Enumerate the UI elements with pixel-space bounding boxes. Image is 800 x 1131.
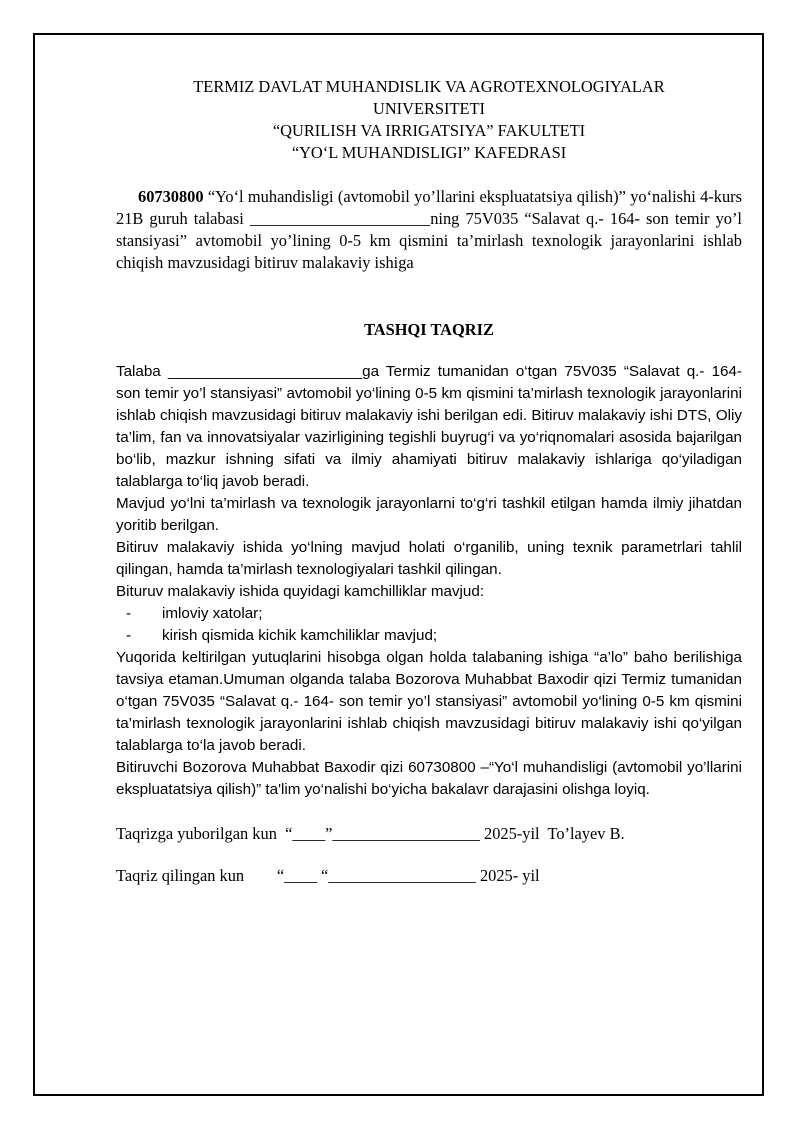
intro-paragraph	[116, 186, 742, 274]
list-dash: -	[126, 605, 132, 622]
header-department: “YO‘L MUHANDISLIGI” KAFEDRASI	[291, 143, 567, 162]
shortcomings-list	[116, 603, 742, 647]
review-paragraph-5: Yuqorida keltirilgan yutuqlarini hisobga olgan holda talabaning ishiga “a’lo” baho berilishiga tavsiya etaman.Umuman olganda talaba Bozorova Muhabbat Baxodir qizi Termiz tumanidan o‘tgan 75V035 “Salavat q.- 164- son temir yo’l stansiyasi” avtomobil yo‘lining 0-5 km qismini ta’mirlash texnologik jarayonlarini ishlab chiqish mavzusidagi bitiruv malakaviy ishi qo‘yilgan talablarga to‘la javob beradi.	[116, 649, 742, 754]
review-body	[116, 361, 742, 801]
header-university-line1: TERMIZ DAVLAT MUHANDISLIK VA AGROTEXNOLOGIYALAR	[193, 77, 665, 96]
list-item	[116, 625, 742, 647]
reviewed-date-line: Taqriz qilingan kun “____ “__________________ 2025- yil	[116, 866, 540, 885]
document-header	[116, 76, 742, 164]
review-paragraph-6: Bitiruvchi Bozorova Muhabbat Baxodir qizi 60730800 –“Yo‘l muhandisligi (avtomobil yo’llarini ekspluatatsiya qilish)” ta'lim yo‘nalishi bo‘yicha bakalavr darajasini olishga loyiq.	[116, 759, 742, 798]
intro-code: 60730800	[138, 187, 204, 206]
sent-date-line: Taqrizga yuborilgan kun “____”__________________ 2025-yil To’layev B.	[116, 824, 625, 843]
intro-text: “Yo‘l muhandisligi (avtomobil yo’llarini ekspluatatsiya qilish)” yo‘nalishi 4-kurs 21B guruh talabasi ______________________ning 75V035 “Salavat q.- 164- son temir yo’l stansiyasi” avtomobil yo’lining 0-5 km qismini ta’mirlash texnologik jarayonlarini ishlab chiqish mavzusidagi bitiruv malakaviy ishiga	[116, 187, 742, 272]
header-university-line2: UNIVERSITETI	[373, 99, 485, 118]
review-paragraph-4: Bituruv malakaviy ishida quyidagi kamchilliklar mavjud:	[116, 583, 485, 600]
review-paragraph-2: Mavjud yo‘lni ta’mirlash va texnologik jarayonlarni to‘g‘ri tashkil etilgan hamda ilmiy jihatdan yoritib berilgan.	[116, 495, 742, 534]
review-paragraph-3: Bitiruv malakaviy ishida yo‘lning mavjud holati o‘rganilib, uning texnik parametrlari tahlil qilingan, hamda ta’mirlash texnologiyalari tashkil qilingan.	[116, 539, 742, 578]
list-dash: -	[126, 627, 132, 644]
document-title: TASHQI TAQRIZ	[364, 320, 494, 339]
list-item-text: imloviy xatolar;	[162, 605, 263, 622]
list-item-text: kirish qismida kichik kamchiliklar mavjud;	[162, 627, 438, 644]
review-paragraph-1: Talaba _______________________ga Termiz tumanidan o‘tgan 75V035 “Salavat q.- 164- son temir yo’l stansiyasi” avtomobil yo‘lining 0-5 km qismini ta’mirlash texnologik jarayonlarini ishlab chiqish mavzusidagi bitiruv malakaviy ishi berilgan edi. Bitiruv malakaviy ishi DTS, Oliy ta’lim, fan va innovatsiyalar vazirligining tegishli buyrug‘i va yo‘riqnomalari asosida bajarilgan bo‘lib, mazkur ishning sifati va ilmiy ahamiyati bitiruv malakaviy ishlariga qo‘yiladigan talablarga to‘liq javob beradi.	[116, 363, 742, 490]
document-body	[116, 76, 742, 887]
list-item	[116, 603, 742, 625]
header-faculty: “QURILISH VA IRRIGATSIYA” FAKULTETI	[272, 121, 586, 140]
